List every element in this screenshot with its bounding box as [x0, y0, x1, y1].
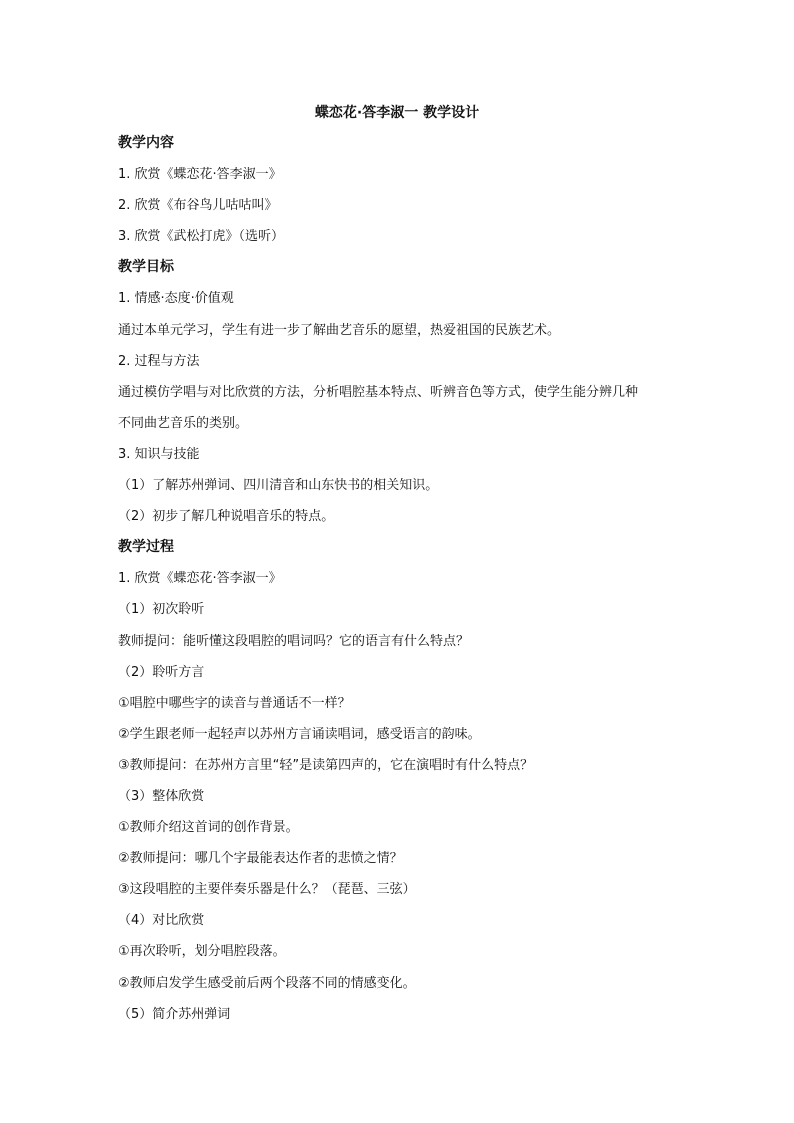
process-sub-1-text: 教师提问：能听懂这段唱腔的唱词吗？它的语言有什么特点？	[118, 633, 470, 649]
content-item-2: 2. 欣赏《布谷鸟儿咕咕叫》	[118, 198, 278, 214]
process-sub-2-c: ③教师提问：在苏州方言里“轻”是读第四声的，它在演唱时有什么特点？	[118, 757, 534, 773]
goal-text-1: 通过本单元学习，学生有进一步了解曲艺音乐的愿望，热爱祖国的民族艺术。	[118, 322, 561, 338]
goal-item-3-2: （2）初步了解几种说唱音乐的特点。	[118, 509, 335, 525]
goal-subheading-2: 2. 过程与方法	[118, 353, 200, 369]
process-sub-3-b: ②教师提问：哪几个字最能表达作者的悲愤之情？	[118, 851, 403, 867]
goal-item-3-1: （1）了解苏州弹词、四川清音和山东快书的相关知识。	[118, 478, 439, 494]
content-item-1: 1. 欣赏《蝶恋花·答李淑一》	[118, 167, 282, 183]
process-sub-2: （2）聆听方言	[118, 664, 205, 680]
goal-text-2-line-2: 不同曲艺音乐的类别。	[118, 415, 249, 431]
goal-subheading-1: 1. 情感·态度·价值观	[118, 291, 234, 307]
process-sub-3-c: ③这段唱腔的主要伴奏乐器是什么？（琵琶、三弦）	[118, 882, 416, 898]
process-sub-3: （3）整体欣赏	[118, 788, 205, 804]
process-sub-4: （4）对比欣赏	[118, 913, 205, 929]
goal-text-2-line-1: 通过模仿学唱与对比欣赏的方法，分析唱腔基本特点、听辨音色等方式，使学生能分辨几种	[118, 384, 639, 400]
process-step-1: 1. 欣赏《蝶恋花·答李淑一》	[118, 571, 282, 587]
goal-subheading-3: 3. 知识与技能	[118, 446, 200, 462]
document-title: 蝶恋花·答李淑一 教学设计	[314, 105, 480, 121]
process-sub-5: （5）简介苏州弹词	[118, 1006, 231, 1022]
process-sub-4-a: ①再次聆听，划分唱腔段落。	[118, 944, 286, 960]
process-sub-4-b: ②教师启发学生感受前后两个段落不同的情感变化。	[118, 975, 416, 991]
section-heading-content: 教学内容	[118, 135, 174, 151]
process-sub-2-b: ②学生跟老师一起轻声以苏州方言诵读唱词，感受语言的韵味。	[118, 726, 481, 742]
section-heading-goals: 教学目标	[118, 259, 174, 276]
process-sub-3-a: ①教师介绍这首词的创作背景。	[118, 820, 299, 836]
content-item-3: 3. 欣赏《武松打虎》（选听）	[118, 229, 285, 245]
document-body	[118, 128, 678, 1030]
process-sub-1: （1）初次聆听	[118, 602, 205, 618]
section-heading-process: 教学过程	[118, 539, 174, 556]
process-sub-2-a: ①唱腔中哪些字的读音与普通话不一样？	[118, 695, 351, 711]
